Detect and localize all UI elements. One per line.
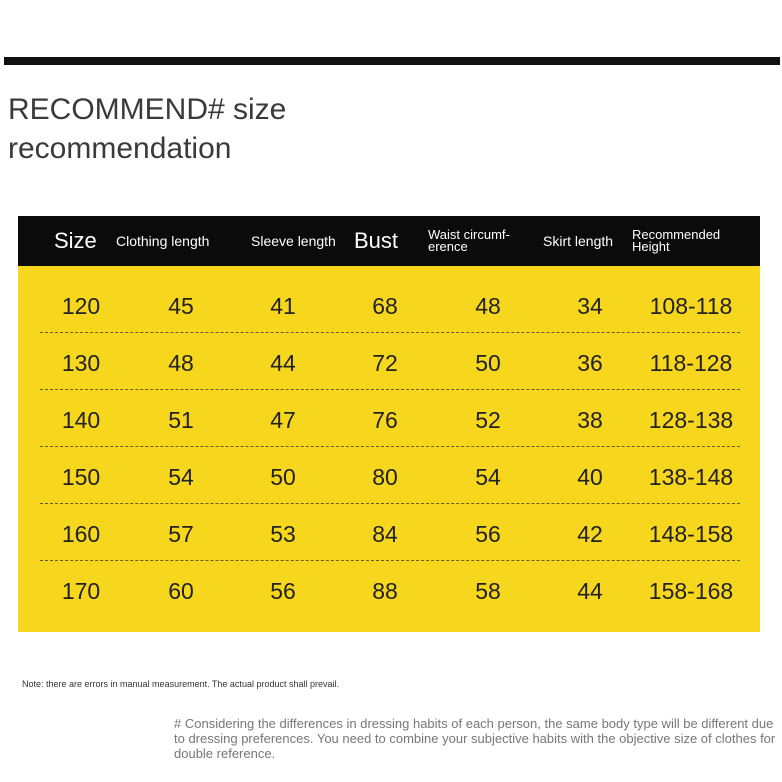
table-row [18,449,760,506]
cell-bust: 72 [372,350,398,376]
cell-sleeve-length: 44 [270,350,296,376]
cell-skirt-length: 44 [577,578,603,604]
header-waist-line1: Waist circumf- [428,227,510,242]
cell-bust: 84 [372,521,398,547]
row-divider [40,560,740,561]
cell-height: 138-148 [648,464,734,490]
header-waist-line2: erence [428,239,468,254]
cell-clothing-length: 60 [168,578,194,604]
cell-skirt-length: 36 [577,350,603,376]
top-divider-bar [4,57,780,65]
header-clothing-length: Clothing length [116,233,210,249]
header-height-line2: Height [632,239,670,254]
header-waist-circumference [428,216,510,266]
cell-clothing-length: 54 [168,464,194,490]
cell-waist: 50 [475,350,501,376]
cell-size: 170 [61,578,101,604]
row-divider [40,446,740,447]
cell-clothing-length: 45 [168,293,194,319]
cell-waist: 54 [475,464,501,490]
cell-bust: 76 [372,407,398,433]
table-row [18,392,760,449]
cell-clothing-length: 48 [168,350,194,376]
cell-sleeve-length: 56 [270,578,296,604]
table-row [18,563,760,620]
cell-bust: 80 [372,464,398,490]
cell-skirt-length: 34 [577,293,603,319]
disclaimer-text: # Considering the differences in dressing habits of each person, the same body type will be different due to dressing preferences. You need to combine your subjective habits with the objective size of clothes for double reference. [174,716,776,761]
cell-sleeve-length: 41 [270,293,296,319]
cell-clothing-length: 57 [168,521,194,547]
cell-size: 160 [61,521,101,547]
cell-height: 108-118 [649,293,733,319]
header-skirt-length: Skirt length [543,233,614,249]
cell-waist: 52 [475,407,501,433]
cell-size: 120 [61,293,101,319]
header-sleeve-length: Sleeve length [251,233,336,249]
cell-size: 140 [61,407,101,433]
cell-waist: 48 [475,293,501,319]
cell-skirt-length: 38 [577,407,603,433]
cell-height: 158-168 [648,578,734,604]
row-divider [40,332,740,333]
table-row [18,278,760,335]
cell-sleeve-length: 53 [270,521,296,547]
header-bust: Bust [354,228,399,253]
cell-size: 150 [61,464,101,490]
size-chart-table [18,216,760,632]
table-row [18,506,760,563]
header-height-line1: Recommended [632,227,721,242]
row-divider [40,503,740,504]
header-recommended-height [632,216,720,266]
cell-bust: 68 [372,293,398,319]
row-divider [40,389,740,390]
table-row [18,335,760,392]
cell-size: 130 [61,350,101,376]
measurement-note: Note: there are errors in manual measurement. The actual product shall prevail. [22,679,339,689]
cell-sleeve-length: 47 [270,407,296,433]
cell-bust: 88 [372,578,398,604]
cell-waist: 58 [475,578,501,604]
page-title: RECOMMEND# size recommendation [8,93,287,165]
cell-skirt-length: 42 [577,521,603,547]
cell-sleeve-length: 50 [270,464,296,490]
cell-waist: 56 [475,521,501,547]
cell-clothing-length: 51 [168,407,194,433]
cell-height: 118-128 [649,350,733,376]
cell-height: 148-158 [648,521,734,547]
cell-height: 128-138 [648,407,734,433]
header-size: Size [54,228,97,253]
table-header [18,216,760,266]
cell-skirt-length: 40 [577,464,603,490]
